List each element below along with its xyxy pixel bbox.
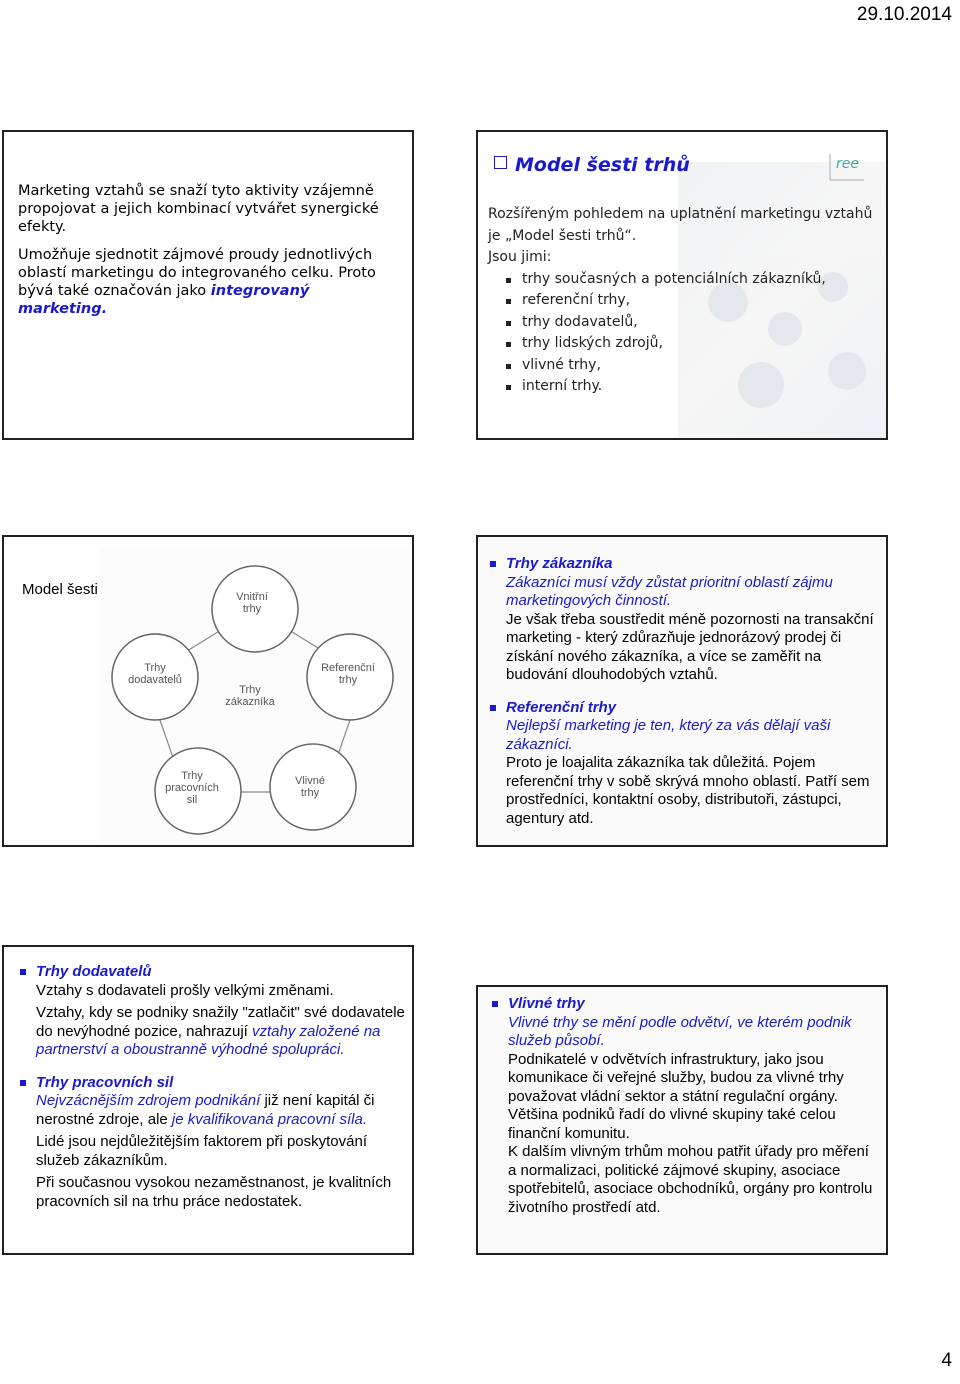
- slide-1-paragraph-2-text: Umožňuje sjednotit zájmové proudy jednotlivých oblastí marketingu do integrovaného celku. Proto bývá také označován jako: [18, 247, 376, 299]
- node-label: pracovních: [165, 782, 219, 794]
- bullet-heading: Trhy dodavatelů: [36, 963, 406, 982]
- slide-2-intro-2: Jsou jimi:: [488, 249, 552, 265]
- slide-1-paragraph-2: [18, 246, 403, 318]
- bullet-italic: je kvalifikovaná pracovní síla.: [171, 1110, 368, 1128]
- node-label: Vlivné: [295, 775, 325, 787]
- slide-2-body: [488, 204, 880, 398]
- node-label: Trhy: [181, 770, 203, 782]
- bullet-italic: Zákazníci musí vždy zůstat prioritní oblastí zájmu marketingových činností.: [506, 573, 833, 609]
- svg-text:ree: ree: [836, 156, 859, 172]
- list-item: referenční trhy,: [506, 290, 880, 312]
- bullet-block: [36, 1074, 406, 1212]
- bullet-text-span: již není kapitál či nerostné zdroje, ale: [36, 1092, 375, 1128]
- node-label: Vnitřní: [236, 591, 268, 603]
- node-label: zákazníka: [225, 696, 275, 708]
- slide-2-intro-1: Rozšířeným pohledem na uplatnění marketingu vztahů je „Model šesti trhů“.: [488, 206, 873, 244]
- node-label: trhy: [338, 674, 358, 686]
- node-label: Referenční: [321, 662, 375, 674]
- slide-1-emphasis: integrovaný marketing.: [18, 283, 310, 317]
- checkbox-bullet-icon: [494, 156, 507, 169]
- bullet-heading: Trhy pracovních sil: [36, 1074, 406, 1093]
- slide-2: [476, 130, 888, 440]
- bullet-heading: Trhy zákazníka: [506, 555, 876, 574]
- bullet-text-span: Vztahy, kdy se podniky snažily "zatlačit" své dodavatele do nevýhodné pozice, nahrazují: [36, 1004, 405, 1040]
- list-item: trhy dodavatelů,: [506, 312, 880, 334]
- bullet-heading: Vlivné trhy: [508, 995, 880, 1014]
- node-label: trhy: [300, 787, 320, 799]
- logo-icon: [826, 150, 866, 184]
- bullet-text: [36, 1092, 406, 1129]
- list-item: interní trhy.: [506, 376, 880, 398]
- bullet-text: Proto je loajalita zákazníka tak důležitá. Pojem referenční trhy v sobě skrývá mnoho oblastí. Patří sem prostředníci, kontaktní osoby, distributoři, zástupci, agentury atd.: [506, 754, 870, 827]
- slide-2-title: [494, 154, 690, 176]
- bullet-italic: Vlivné trhy se mění podle odvětví, ve kterém podnik služeb působí.: [508, 1013, 852, 1049]
- node-label: trhy: [242, 603, 262, 615]
- bullet-text: Při současnou vysokou nezaměstnanost, je kvalitních pracovních sil na trhu práce nedostatek.: [36, 1174, 392, 1210]
- slide-5-body: [36, 963, 406, 1225]
- slide-3-title: Model šesti trhů: [22, 581, 128, 598]
- bullet-text: Vztahy s dodavateli prošly velkými změnami.: [36, 981, 334, 999]
- six-markets-diagram: [100, 547, 410, 842]
- slide-4: [476, 535, 888, 847]
- bullet-italic: Nejlepší marketing je ten, který za vás dělají vaši zákazníci.: [506, 717, 831, 753]
- page-number: 4: [941, 1350, 952, 1371]
- node-label: Trhy: [239, 684, 261, 696]
- node-label: sil: [186, 794, 198, 806]
- bullet-text: Lidé jsou nejdůležitějším faktorem při poskytování služeb zákazníkům.: [36, 1133, 367, 1169]
- bullet-italic: vztahy založené na partnerství a oboustranně výhodné spolupráci.: [36, 1022, 381, 1058]
- bullet-italic: Nejvzácnějším zdrojem podnikání: [36, 1092, 261, 1109]
- slide-2-title-text: Model šesti trhů: [515, 154, 690, 176]
- slide-4-body: [506, 555, 876, 842]
- bullet-block: [36, 963, 406, 1060]
- list-item: trhy současných a potenciálních zákazníků,: [506, 269, 880, 291]
- slide-1-text: [18, 182, 403, 328]
- slide-1-paragraph-1: Marketing vztahů se snaží tyto aktivity vzájemně propojovat a jejich kombinací vytvářet synergické efekty.: [18, 183, 379, 235]
- header-date: 29.10.2014: [856, 4, 952, 25]
- list-item: trhy lidských zdrojů,: [506, 333, 880, 355]
- slide-2-list: [506, 269, 880, 398]
- bullet-text: Je však třeba soustředit méně pozornosti na transakční marketing - který zdůrazňuje jednorázový prodej či získání nového zákazníka, a více se zaměřit na budování dlouhodobých vztahů.: [506, 610, 874, 683]
- node-label: Trhy: [144, 662, 166, 674]
- slide-5: [2, 945, 414, 1255]
- slide-6-body: [508, 995, 880, 1231]
- bullet-text: Podnikatelé v odvětvích infrastruktury, jako jsou komunikace či veřejné služby, budou za vlivné trhy považovat vládní sektor a státní regulační orgány.: [508, 1050, 844, 1105]
- node-label: dodavatelů: [128, 674, 182, 686]
- slide-3: [2, 535, 414, 847]
- bullet-block: [508, 995, 880, 1217]
- bullet-block: [506, 699, 876, 829]
- bullet-text: [36, 1004, 406, 1060]
- list-item: vlivné trhy,: [506, 355, 880, 377]
- bullet-text: K dalším vlivným trhům mohou patřit úřady pro měření a normalizaci, politické zájmové skupiny, asociace spotřebitelů, asociace obchodníků, orgány pro kontrolu životního prostředí atd.: [508, 1143, 873, 1216]
- bullet-heading: Referenční trhy: [506, 699, 876, 718]
- slide-6: [476, 985, 888, 1255]
- bullet-block: [506, 555, 876, 685]
- slide-1: [2, 130, 414, 440]
- bullet-text: Většina podniků řadí do vlivné skupiny také celou finanční komunitu.: [508, 1106, 836, 1142]
